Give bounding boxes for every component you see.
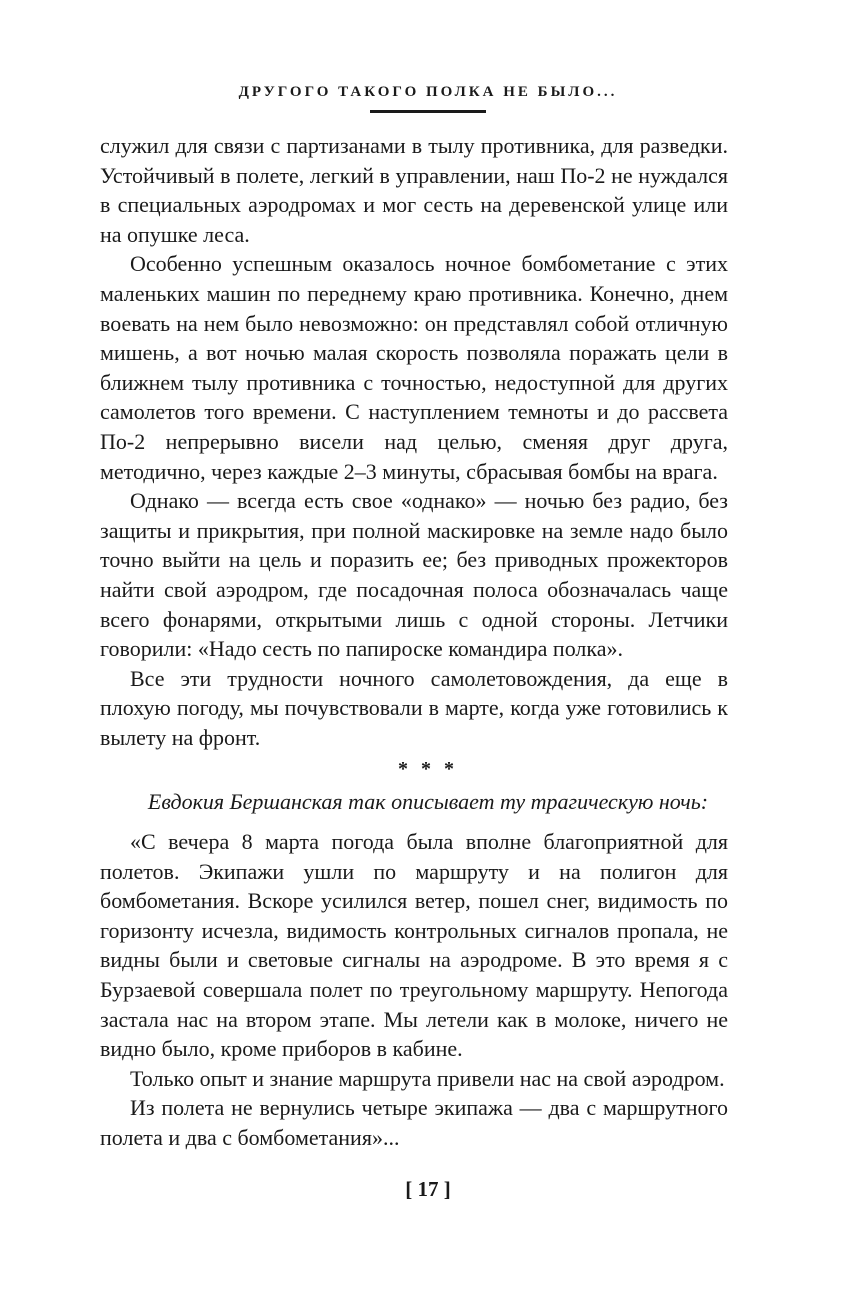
paragraph: Однако — всегда есть свое «однако» — ночью без радио, без защиты и прикрытия, при полной маскировке на земле надо было точно выйти на цель и поразить ее; без приводных прожекторов найти свой аэродром, где посадочная полоса обозначалась чаще всего фонарями, открытыми лишь с одной стороны. Летчики говорили: «Надо сесть по папироске командира полка». (100, 488, 728, 662)
quote-text (100, 827, 728, 1153)
running-head-title: ДРУГОГО ТАКОГО ПОЛКА НЕ БЫЛО... (238, 84, 618, 100)
paragraph: Особенно успешным оказалось ночное бомбометание с этих маленьких машин по переднему краю противника. Конечно, днем воевать на нем было невозможно: он представлял собой отличную мишень, а вот ночью малая скорость позволяла поражать цели в ближнем тылу противника с точностью, недоступной для других самолетов того времени. С наступлением темноты и до рассвета По-2 непрерывно висели над целью, сменяя друг друга, методично, через каждые 2–3 минуты, сбрасывая бомбы на врага. (100, 251, 728, 484)
running-head-rule (370, 110, 486, 113)
section-separator: * * * (398, 758, 458, 780)
quote-paragraph: Только опыт и знание маршрута привели нас на свой аэродром. (130, 1065, 725, 1091)
main-text (100, 131, 728, 752)
epigraph: Евдокия Бершанская так описывает ту трагическую ночь: (147, 789, 709, 814)
page-number: [ 17 ] (405, 1177, 451, 1201)
paragraph-continued: служил для связи с партизанами в тылу противника, для разведки. Устойчивый в полете, легкий в управлении, наш По-2 не нуждался в специальных аэродромах и мог сесть на деревенской улице или на опушке леса. (100, 133, 728, 247)
paragraph: Все эти трудности ночного самолетовождения, да еще в плохую погоду, мы почувствовали в марте, когда уже готовились к вылету на фронт. (100, 665, 728, 750)
quote-paragraph: Из полета не вернулись четыре экипажа — два с маршрутного полета и два с бомбометания»... (100, 1095, 728, 1150)
quote-paragraph: «С вечера 8 марта погода была вполне благоприятной для полетов. Экипажи ушли по маршруту и на полигон для бомбометания. Вскоре усилился ветер, пошел снег, видимость по горизонту исчезла, видимость контрольных сигналов пропала, не видны были и световые сигналы на аэродроме. В это время я с Бурзаевой совершала полет по треугольному маршруту. Непогода застала нас на втором этапе. Мы летели как в молоке, ничего не видно было, кроме приборов в кабине. (100, 829, 728, 1062)
